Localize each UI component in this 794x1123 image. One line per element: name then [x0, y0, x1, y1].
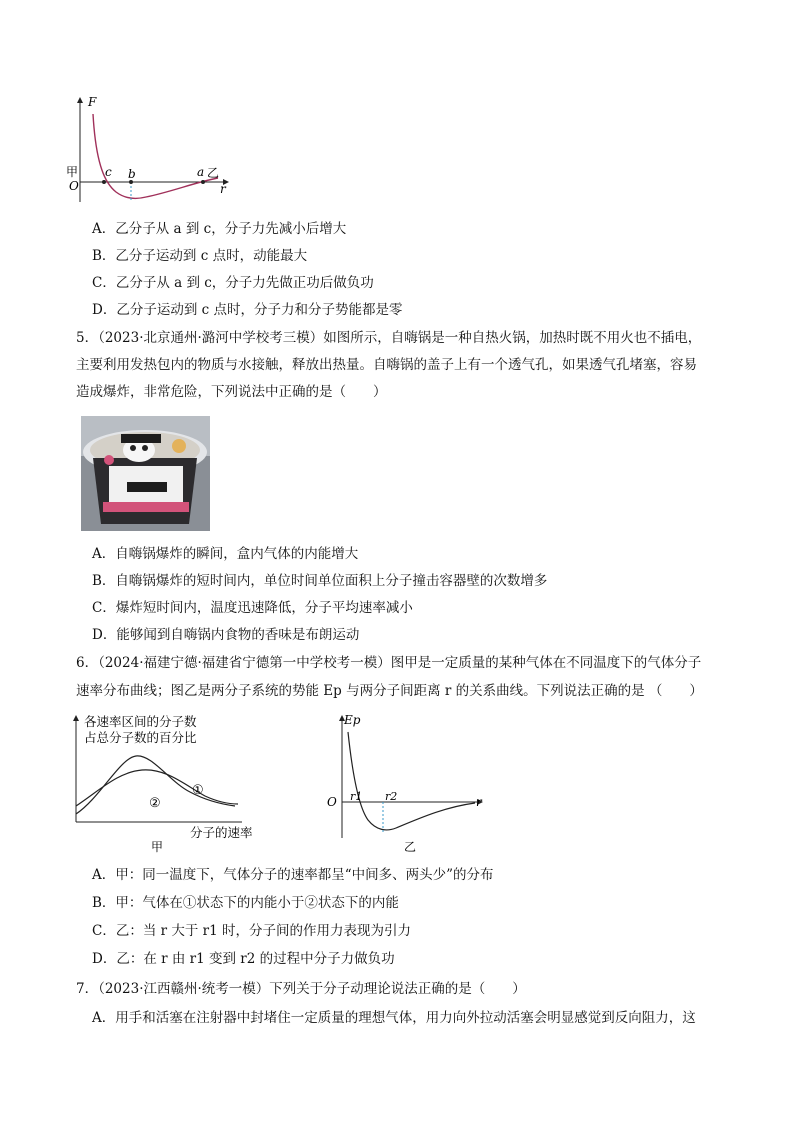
origin-label: O: [69, 179, 79, 193]
origin-label: O: [327, 795, 337, 809]
y-label-line2: 占总分子数的百分比: [84, 730, 197, 745]
r1-label: r1: [350, 790, 363, 803]
q6-stem-line2: 速率分布曲线；图乙是两分子系统的势能 Ep 与两分子间距离 r 的关系曲线。下列说法正确的是 （ ）: [76, 683, 703, 699]
q6-option-a: A．甲：同一温度下，气体分子的速率都呈“中间多、两头少”的分布: [92, 867, 494, 883]
y-label-line1: 各速率区间的分子数: [84, 714, 197, 729]
r-axis-label: r: [476, 795, 482, 809]
q5-option-c: C．爆炸短时间内，温度迅速降低，分子平均速率减小: [92, 600, 413, 616]
label-b: b: [128, 167, 136, 181]
label-a: a: [197, 165, 205, 179]
axis-label-f: F: [88, 95, 97, 109]
q7-option-a: A．用手和活塞在注射器中封堵住一定质量的理想气体，用力向外拉动活塞会明显感觉到反向阻力，这: [92, 1010, 696, 1026]
q6-option-c: C．乙：当 r 大于 r1 时，分子间的作用力表现为引力: [92, 923, 411, 939]
q6-option-d: D．乙：在 r 由 r1 变到 r2 的过程中分子力做负功: [92, 951, 395, 967]
q6-stem-line1: 6．（2024·福建宁德·福建省宁德第一中学校考一模）图甲是一定质量的某种气体在不同温度下的气体分子: [76, 655, 702, 671]
force-curve: [93, 114, 218, 198]
point-a: [201, 180, 205, 184]
curve-1-label: ①: [192, 783, 204, 798]
ep-curve: [348, 732, 475, 830]
axis-label-r: r: [220, 182, 226, 196]
force-distance-figure: [66, 92, 241, 207]
q4-option-a: A．乙分子从 a 到 c，分子力先减小后增大: [92, 221, 347, 237]
q5-option-b: B．自嗨锅爆炸的短时间内，单位时间单位面积上分子撞击容器壁的次数增多: [92, 573, 548, 589]
ep-label: Ep: [344, 713, 361, 727]
label-yi: 乙: [207, 166, 220, 180]
q5-stem-line1: 5．（2023·北京通州·潞河中学校考三模）如图所示，自嗨锅是一种自热火锅，加热时既不用火也不插电，: [76, 330, 702, 346]
q5-option-d: D．能够闻到自嗨锅内食物的香味是布朗运动: [92, 627, 360, 643]
self-heating-pot-photo: [81, 416, 210, 531]
caption-yi: 乙: [404, 840, 417, 854]
q4-option-c: C．乙分子从 a 到 c，分子力先做正功后做负功: [92, 275, 374, 291]
q5-stem-line3: 造成爆炸，非常危险，下列说法中正确的是（ ）: [76, 384, 387, 400]
label-jia: 甲: [66, 165, 79, 179]
q5-stem-line2: 主要利用发热包内的物质与水接触，释放出热量。自嗨锅的盖子上有一个透气孔，如果透气孔堵塞，容易: [76, 357, 697, 373]
curve-2-label: ②: [149, 796, 161, 811]
speed-distribution-figure: [70, 710, 270, 855]
q4-option-d: D．乙分子运动到 c 点时，分子力和分子势能都是零: [92, 302, 403, 318]
point-c: [102, 180, 106, 184]
r2-label: r2: [385, 790, 398, 803]
x-label: 分子的速率: [190, 825, 253, 840]
caption-jia: 甲: [151, 840, 164, 854]
q4-option-b: B．乙分子运动到 c 点时，动能最大: [92, 248, 308, 264]
q5-option-a: A．自嗨锅爆炸的瞬间，盒内气体的内能增大: [92, 546, 359, 562]
q7-stem: 7．（2023·江西赣州·统考一模）下列关于分子动理论说法正确的是（ ）: [76, 981, 526, 997]
q6-option-b: B．甲：气体在①状态下的内能小于②状态下的内能: [92, 895, 399, 911]
potential-energy-figure: [320, 710, 490, 855]
label-c: c: [105, 165, 112, 179]
